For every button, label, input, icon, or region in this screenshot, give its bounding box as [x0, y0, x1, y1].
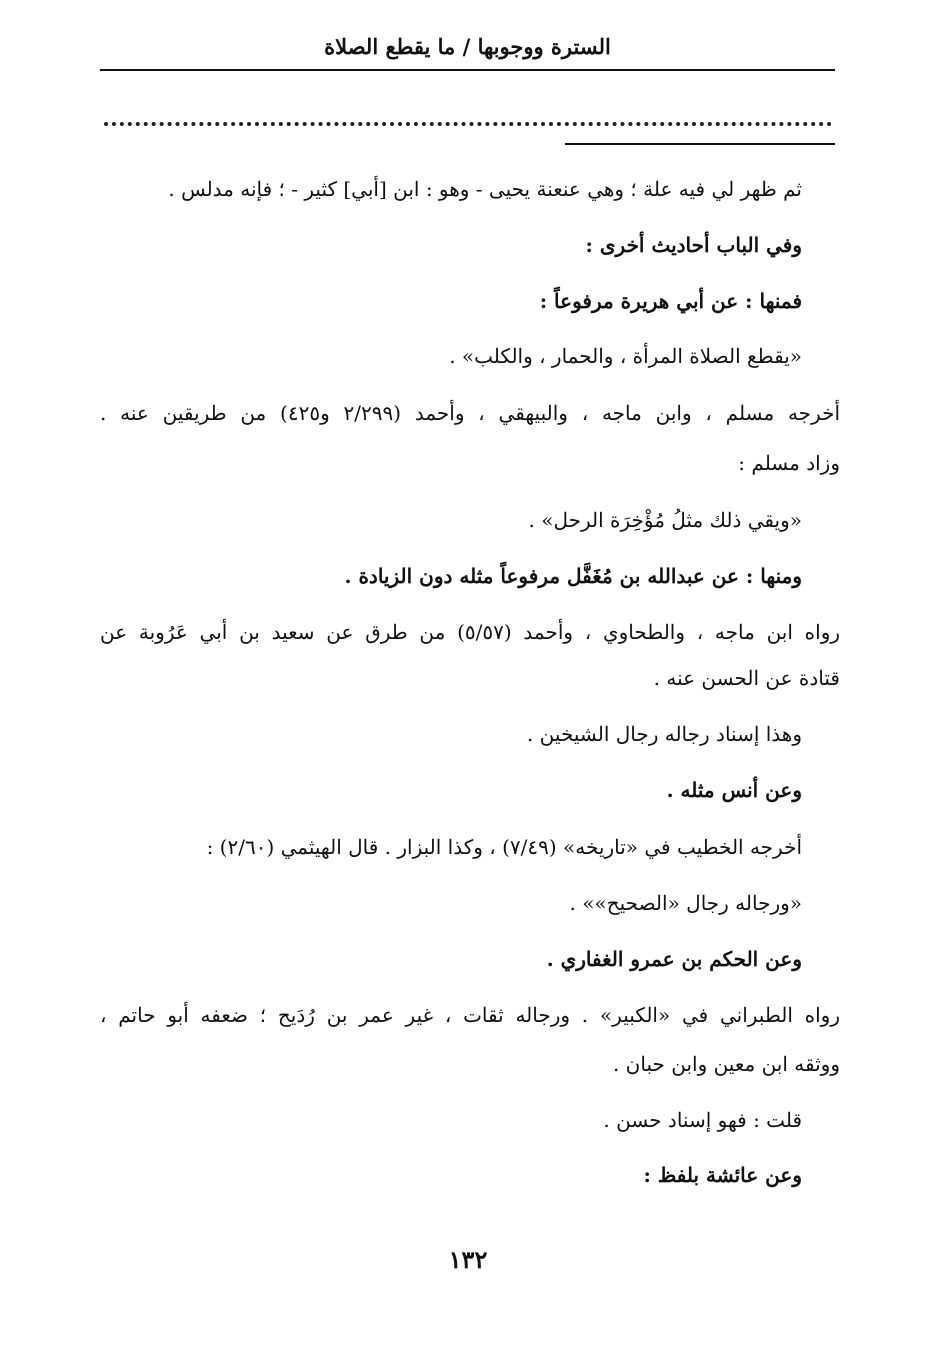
page-number: ١٣٢: [448, 1245, 488, 1274]
text-line-8: ومنها : عن عبدالله بن مُغَفَّل مرفوعاً مثله دون الزيادة .: [344, 564, 802, 588]
text-line-15: وعن الحكم بن عمرو الغفاري .: [546, 947, 802, 971]
text-line-2: وفي الباب أحاديث أخرى :: [585, 233, 802, 257]
text-line-13: أخرجه الخطيب في «تاريخه» (٧/٤٩) ، وكذا البزار . قال الهيثمي (٢/٦٠) :: [206, 835, 802, 859]
text-line-14: «ورجاله رجال «الصحيح»» .: [569, 891, 802, 915]
text-line-11: وهذا إسناد رجاله رجال الشيخين .: [526, 722, 802, 746]
footnote-separator: [565, 143, 835, 145]
text-line-5: أخرجه مسلم ، وابن ماجه ، والبيهقي ، وأحمد (٢/٢٩٩ و٤٢٥) من طريقين عنه .: [100, 401, 840, 425]
text-line-3: فمنها : عن أبي هريرة مرفوعاً :: [539, 289, 802, 313]
text-line-9: رواه ابن ماجه ، والطحاوي ، وأحمد (٥/٥٧) من طرق عن سعيد بن أبي عَرُوبة عن: [100, 620, 841, 644]
dotted-separator: [104, 122, 832, 126]
text-line-17: ووثقه ابن معين وابن حبان .: [612, 1052, 840, 1076]
text-line-10: قتادة عن الحسن عنه .: [653, 666, 840, 690]
text-line-6: وزاد مسلم :: [738, 451, 840, 475]
text-line-19: وعن عائشة بلفظ :: [643, 1163, 802, 1187]
text-line-18: قلت : فهو إسناد حسن .: [603, 1108, 802, 1132]
text-line-1: ثم ظهر لي فيه علة ؛ وهي عنعنة يحيى - وهو : ابن [أبي] كثير - ؛ فإنه مدلس .: [168, 177, 802, 201]
running-head: السترة ووجوبها / ما يقطع الصلاة: [324, 34, 611, 59]
text-line-7: «ويقي ذلك مثلُ مُؤْخِرَة الرحل» .: [528, 508, 802, 532]
text-line-16: رواه الطبراني في «الكبير» . ورجاله ثقات ، غير عمر بن رُدَيح ؛ ضعفه أبو حاتم ،: [100, 1003, 840, 1027]
header-rule: [100, 69, 835, 71]
text-line-4: «يقطع الصلاة المرأة ، والحمار ، والكلب» .: [449, 344, 802, 368]
text-line-12: وعن أنس مثله .: [666, 778, 802, 802]
